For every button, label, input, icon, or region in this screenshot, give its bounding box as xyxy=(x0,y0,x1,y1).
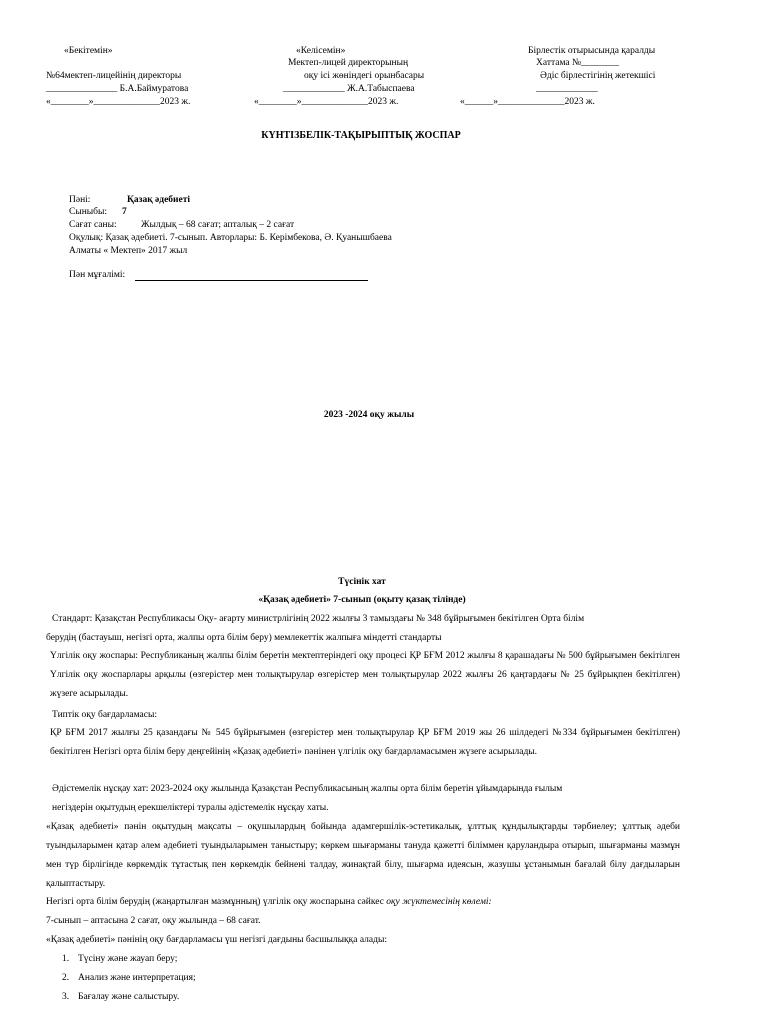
teacher-underline xyxy=(135,280,368,281)
hours-per-week: 7-сынып – аптасына 2 сағат, оқу жылында – 68 сағат. xyxy=(46,916,261,926)
typical-label: Типтік оқу бағдарламасы: xyxy=(52,710,157,720)
skill-item: 2. Анализ және интерпретация; xyxy=(62,973,196,983)
typical-paragraph: ҚР БҒМ 2017 жылғы 25 қазандағы № 545 бұйрығымен (өзгерістер мен толықтырулар ҚР БҒМ 2019 жы 26 шілдедегі №334 бұйрығымен бекітілген) бекітілген Негізгі орта білім беру деңгейінің «Қазақ әдебиеті» пәнінен үлгілік оқу бағдарламасымен жүзеге асырылады. xyxy=(50,728,680,757)
review-signature-line: _____________ xyxy=(536,84,598,94)
review-date: «______»______________2023 ж. xyxy=(460,97,595,107)
review-head: Әдіс бірлестігінің жетекшісі xyxy=(540,71,656,81)
agree-line2: оқу ісі жөніндегі орынбасары xyxy=(304,71,425,81)
agree-line1: Мектеп-лицей директорының xyxy=(288,58,409,68)
school-year: 2023 -2024 оқу жылы xyxy=(323,410,415,420)
review-protocol: Хаттама №________ xyxy=(536,58,620,68)
goal-paragraph: «Қазақ әдебиеті» пәнін оқытудың мақсаты – оқушылардың бойында адамгершілік-эстетикалық, ұлттық құндылықтарды тәрбиелеу; ұлттық әдеби туындыларымен қатар әлем әдебиеті туындыларымен таныстыру; көркем шығарманы тануда қажетті біліммен қаруландыра отырып, шығарманы мазмұн мен түр бірлігінде көркемдік тұтастық пен көркемдік бейнені талдау, жинақтай білу, шығарма идеясын, жазушы ұстанымын бағалай білу дағдыларын қалыптастыру. xyxy=(46,822,680,889)
hours-value: Жылдық – 68 сағат; апталық – 2 сағат xyxy=(141,220,295,230)
method-line2: негіздерін оқытудың ерекшеліктері туралы әдістемелік нұсқау хаты. xyxy=(52,803,329,813)
standard-line2: берудің (бастауыш, негізгі орта, жалпы орта білім беру) мемлекеттік жалпыға міндетті стандарты xyxy=(46,633,442,643)
teacher-label: Пән мұғалімі: xyxy=(69,270,126,280)
approve-line2: _______________ Б.А.Баймуратова xyxy=(46,84,189,94)
model-plan-paragraph: Үлгілік оқу жоспары: Республиканың жалпы білім беретін мектептеріндегі оқу процесі ҚР БҒМ 2012 жылғы 8 қарашадағы № 500 бұйрығымен бекітілген Үлгілік оқу жоспарлары арқылы (өзгерістер мен толықтырулар өзгерістер мен толықтырулар 2022 жылғы 26 қаңтардағы № 25 бұйрықпен бекітілген) жүзеге асырылады. xyxy=(50,651,680,699)
load-prefix: Негізгі орта білім берудің (жаңартылған мазмұнның) үлгілік оқу жоспарына сәйкес xyxy=(46,897,387,907)
approve-title: «Бекітемін» xyxy=(64,46,113,56)
load-line xyxy=(46,896,492,908)
agree-line3: _____________ Ж.А.Табыспаева xyxy=(283,84,415,94)
grade-value: 7 xyxy=(122,207,127,217)
hours-label: Сағат саны: xyxy=(69,220,117,230)
method-line1: Әдістемелік нұсқау хат: 2023-2024 оқу жылында Қазақстан Республикасының жалпы орта білім беретін ұйымдарында ғылым xyxy=(52,784,563,794)
subject-value: Қазақ әдебиеті xyxy=(127,195,191,205)
plan-title: КҮНТІЗБЕЛІК-ТАҚЫРЫПТЫҚ ЖОСПАР xyxy=(261,130,461,141)
review-title: Бірлестік отырысында қаралды xyxy=(528,46,656,56)
approve-date: «________»______________2023 ж. xyxy=(46,97,191,107)
agree-title: «Келісемін» xyxy=(296,46,346,56)
note-title: Түсінік хат xyxy=(338,577,386,587)
skills-intro: «Қазақ әдебиеті» пәнінің оқу бағдарламасы үш негізгі дағдыны басшылыққа алады: xyxy=(46,935,387,945)
approve-line1: №64мектеп-лицейінің директоры xyxy=(46,71,182,81)
agree-date: «________»______________2023 ж. xyxy=(254,97,399,107)
textbook-line: Оқулық: Қазақ әдебиеті. 7-сынып. Авторлары: Б. Керімбекова, Ә. Қуанышбаева xyxy=(69,233,392,243)
skill-item: 1. Түсіну және жауап беру; xyxy=(62,954,178,964)
load-italic: оқу жүктемесінің көлемі: xyxy=(386,897,492,907)
subject-label: Пәні: xyxy=(69,195,91,205)
note-subtitle: «Қазақ әдебиеті» 7-сынып (оқыту қазақ тілінде) xyxy=(258,595,466,605)
skill-item: 3. Бағалау және салыстыру. xyxy=(62,992,180,1002)
publisher-line: Алматы « Мектеп» 2017 жыл xyxy=(69,246,188,256)
standard-line1: Стандарт: Қазақстан Республикасы Оқу- ағарту министрлігінің 2022 жылғы 3 тамыздағы № 348 бұйрығымен бекітілген Орта білім xyxy=(52,614,585,624)
grade-label: Сыныбы: xyxy=(69,207,108,217)
